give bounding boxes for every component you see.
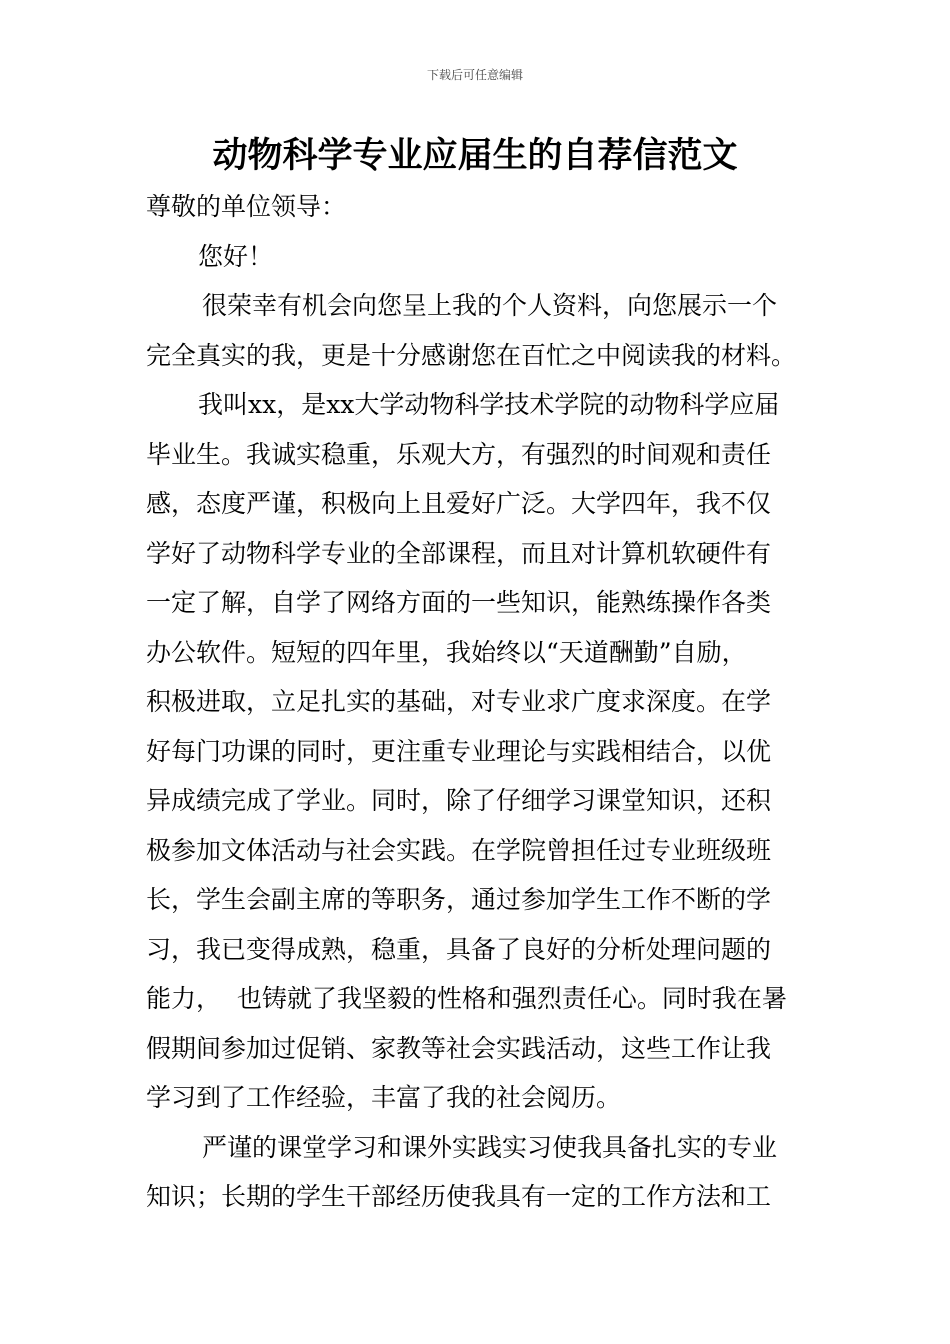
letter-body xyxy=(146,182,812,1222)
greeting: 您好！ xyxy=(198,241,274,271)
paragraph-line: 长，学生会副主席的等职务，通过参加学生工作不断的学 xyxy=(146,885,772,914)
paragraph-line: 很荣幸有机会向您呈上我的个人资料，向您展示一个 xyxy=(202,291,778,320)
paragraph-line: 一定了解，自学了网络方面的一些知识，能熟练操作各类 xyxy=(146,588,772,617)
paragraph-line: 办公软件。短短的四年里，我始终以“天道酬勤”自励， xyxy=(146,637,747,667)
paragraph-line: 异成绩完成了学业。同时，除了仔细学习课堂知识，还积 xyxy=(146,786,772,815)
salutation: 尊敬的单位领导： xyxy=(146,192,347,221)
paragraph-line: 能力， 也铸就了我坚毅的性格和强烈责任心。同时我在暑 xyxy=(146,984,787,1013)
paragraph-line: 感，态度严谨，积极向上且爱好广泛。大学四年，我不仅 xyxy=(146,489,772,518)
paragraph-line: 知识；长期的学生干部经历使我具有一定的工作方法和工 xyxy=(146,1182,772,1211)
paragraph-line: 习，我已变得成熟，稳重，具备了良好的分析处理问题的 xyxy=(146,934,772,964)
paragraph-line: 好每门功课的同时，更注重专业理论与实践相结合，以优 xyxy=(146,736,772,766)
paragraph-line: 毕业生。我诚实稳重，乐观大方，有强烈的时间观和责任 xyxy=(146,439,772,469)
paragraph-intro xyxy=(146,281,812,380)
paragraph-line: 严谨的课堂学习和课外实践实习使我具备扎实的专业 xyxy=(202,1132,778,1162)
paragraph-line: 极参加文体活动与社会实践。在学院曾担任过专业班级班 xyxy=(146,835,772,865)
page-header: 下载后可任意编辑 xyxy=(426,68,523,82)
paragraph-line: 学好了动物科学专业的全部课程，而且对计算机软硬件有 xyxy=(146,538,772,568)
paragraph-strengths xyxy=(146,1123,812,1222)
paragraph-line: 完全真实的我，更是十分感谢您在百忙之中阅读我的材料。 xyxy=(146,340,797,370)
paragraph-line: 假期间参加过促销、家教等社会实践活动，这些工作让我 xyxy=(146,1033,772,1063)
paragraph-line: 积极进取，立足扎实的基础，对专业求广度求深度。在学 xyxy=(146,687,772,716)
paragraph-line: 我叫xx，是xx大学动物科学技术学院的动物科学应届 xyxy=(198,390,780,419)
paragraph-line: 学习到了工作经验，丰富了我的社会阅历。 xyxy=(146,1083,622,1112)
paragraph-self-introduction xyxy=(146,380,812,1123)
document-title: 动物科学专业应届生的自荐信范文 xyxy=(212,136,738,176)
